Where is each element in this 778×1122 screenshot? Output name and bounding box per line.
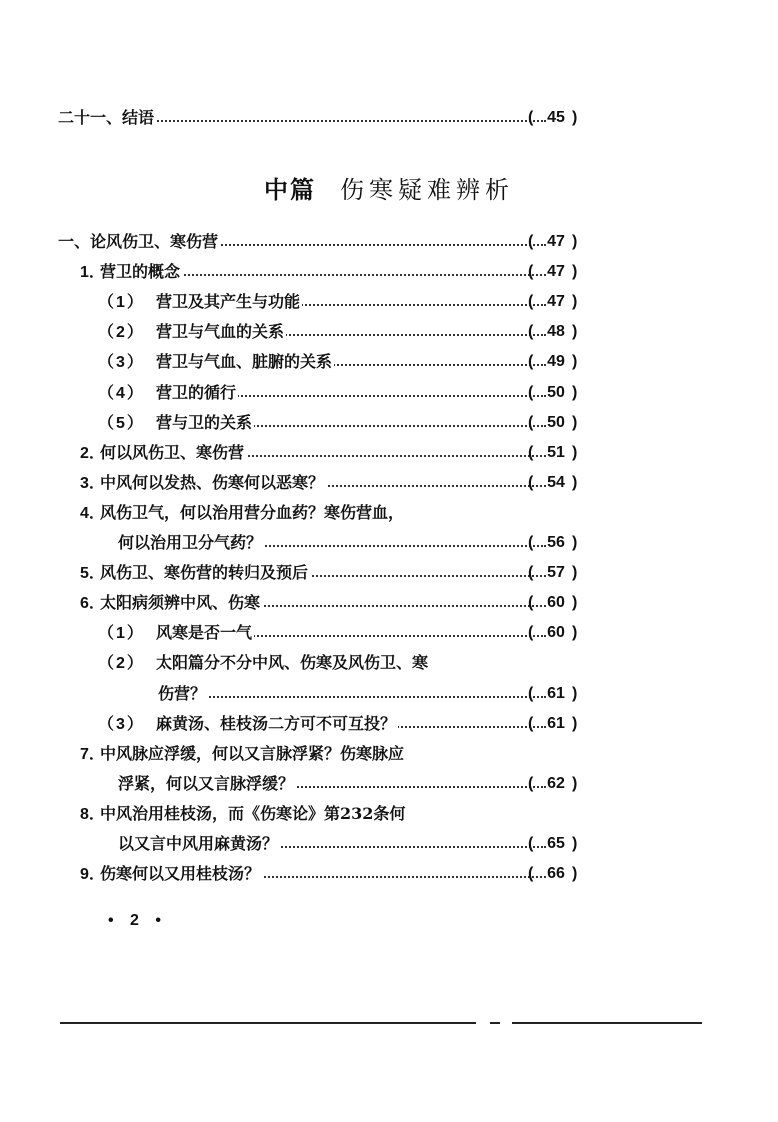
page-number-ref: 66 [547,865,565,882]
paren: ( [528,353,534,370]
entry-title: 营与卫的关系 [156,413,253,432]
dot-leader [178,696,546,698]
toc-entry [0,862,778,886]
page-number-ref: 51 [547,444,565,461]
page-number-ref: 60 [547,624,565,641]
paren: ) [572,775,578,792]
entry-label [58,106,156,130]
entry-label [80,471,326,496]
entry-title: 中风治用桂枝汤，而《伤寒论》第232条何 [100,804,406,823]
paren: ( [528,775,534,792]
paren: ) [572,534,578,551]
entry-number: （3） [98,716,145,733]
page-number-ref: 57 [547,564,565,581]
paren: ( [528,534,534,551]
toc-entry [0,320,778,344]
entry-label [80,802,407,827]
paren: ) [572,353,578,370]
entry-title: 以又言中风用麻黄汤？ [118,834,279,853]
paren: ) [572,323,578,340]
toc-entry [0,772,778,796]
entry-title: 二十一、结语 [58,108,155,127]
entry-number: 1． [80,264,105,281]
paren: ) [572,414,578,431]
paren: ) [572,384,578,401]
entry-title: 营卫的概念 [100,262,181,281]
bottom-rule [512,1022,702,1024]
section-part: 中篇 [264,175,316,204]
entry-number: （4） [98,385,145,402]
entry-label [98,350,334,375]
paren: ( [528,414,534,431]
entry-title: 营卫及其产生与功能 [156,292,301,311]
page-number-ref: 62 [547,775,565,792]
toc-entry [0,591,778,615]
entry-label [80,260,182,285]
toc-entry [0,290,778,314]
toc-entry [0,350,778,374]
paren: ( [528,835,534,852]
toc-entry [0,621,778,645]
paren: ) [572,865,578,882]
page-number-ref: 49 [547,353,565,370]
paren: ( [528,594,534,611]
entry-title: 太阳病须辨中风、伤寒 [100,593,261,612]
paren: ) [572,564,578,581]
entry-label [80,501,406,526]
entry-label [98,712,398,737]
page-number-ref: 61 [547,685,565,702]
toc-entry [0,832,778,856]
page-number-ref: 50 [547,384,565,401]
entry-label [98,290,302,315]
paren: ( [528,624,534,641]
entry-title: 营卫与气血、脏腑的关系 [156,352,333,371]
entry-number: （5） [98,415,145,432]
page-number-ref: 47 [547,263,565,280]
paren: ( [528,293,534,310]
paren: ) [572,293,578,310]
paren: ( [528,564,534,581]
entry-label [98,621,254,646]
entry-number: 7． [80,746,105,763]
entry-label [118,772,296,796]
page-number-ref: 60 [547,594,565,611]
paren: ( [528,109,534,126]
entry-label [98,320,286,345]
entry-title: 风伤卫气，何以治用营分血药？寒伤营血， [100,503,405,522]
entry-label [158,682,208,706]
paren: ) [572,594,578,611]
toc-entry [0,106,778,130]
entry-number: 2． [80,445,105,462]
paren: ) [572,444,578,461]
entry-title: 营卫的循行 [156,383,237,402]
paren: ) [572,263,578,280]
section-name: 伤寒疑难辨析 [340,176,514,204]
entry-title: 风伤卫、寒伤营的转归及预后 [100,563,309,582]
entry-number: （2） [98,324,145,341]
entry-number: （1） [98,625,145,642]
page-number-ref: 50 [547,414,565,431]
paren: ( [528,685,534,702]
paren: ( [528,444,534,461]
entry-title: 浮紧，何以又言脉浮缓？ [118,774,295,793]
entry-label [80,591,262,616]
paren: ) [572,835,578,852]
toc-entry [0,501,778,525]
paren: ) [572,685,578,702]
bottom-rule [60,1022,476,1024]
entry-number: （3） [98,354,145,371]
paren: ( [528,715,534,732]
toc-entry [0,260,778,284]
toc-entry [0,682,778,706]
page-number-ref: 56 [547,534,565,551]
entry-title: 中风何以发热、伤寒何以恶寒？ [100,473,325,492]
entry-number: 5． [80,565,105,582]
entry-title: 太阳篇分不分中风、伤寒及风伤卫、寒 [156,653,429,672]
bottom-rule [490,1022,500,1024]
toc-entry [0,742,778,766]
entry-title: 营卫与气血的关系 [156,322,285,341]
page-number: • 2 • [108,912,167,929]
paren: ( [528,384,534,401]
entry-number: 9． [80,866,105,883]
entry-label [80,441,246,466]
paren: ( [528,323,534,340]
paren: ( [528,263,534,280]
entry-number: 4． [80,505,105,522]
entry-number: （1） [98,294,145,311]
toc-entry [0,651,778,675]
page-number-ref: 47 [547,293,565,310]
page-number-ref: 61 [547,715,565,732]
toc-entry [0,802,778,826]
entry-number: 3． [80,475,105,492]
toc-entry [0,712,778,736]
page-number-ref: 48 [547,323,565,340]
page-number-ref: 65 [547,835,565,852]
entry-label [80,862,262,887]
paren: ) [572,624,578,641]
toc-entry [0,531,778,555]
entry-title: 风寒是否一气 [156,623,253,642]
entry-title: 中风脉应浮缓，何以又言脉浮紧？伤寒脉应 [100,744,405,763]
entry-label [118,832,280,856]
entry-title: 麻黄汤、桂枝汤二方可不可互投？ [156,714,397,733]
entry-title: 何以风伤卫、寒伤营 [100,443,245,462]
page-number-ref: 47 [547,233,565,250]
paren: ) [572,109,578,126]
entry-title: 何以治用卫分气药？ [118,533,263,552]
section-title [0,170,778,205]
entry-label [80,742,406,767]
toc-entry [0,381,778,405]
entry-title: 一、论风伤卫、寒伤营 [58,232,219,251]
toc-entry [0,561,778,585]
entry-label [118,531,264,555]
paren: ( [528,474,534,491]
entry-label [58,230,220,254]
entry-number: （2） [98,655,145,672]
entry-label [80,561,310,586]
page-number-ref: 45 [547,109,565,126]
paren: ( [528,233,534,250]
paren: ( [528,865,534,882]
paren: ) [572,474,578,491]
paren: ) [572,233,578,250]
entry-title: 伤营？ [158,684,207,703]
toc-entry [0,471,778,495]
entry-label [98,411,254,436]
entry-number: 8． [80,806,105,823]
paren: ) [572,715,578,732]
entry-label [98,651,430,676]
toc-entry [0,411,778,435]
toc-entry [0,230,778,254]
entry-number: 6． [80,595,105,612]
entry-label [98,381,238,406]
entry-title: 伤寒何以又用桂枝汤？ [100,864,261,883]
toc-entry [0,441,778,465]
page-number-ref: 54 [547,474,565,491]
